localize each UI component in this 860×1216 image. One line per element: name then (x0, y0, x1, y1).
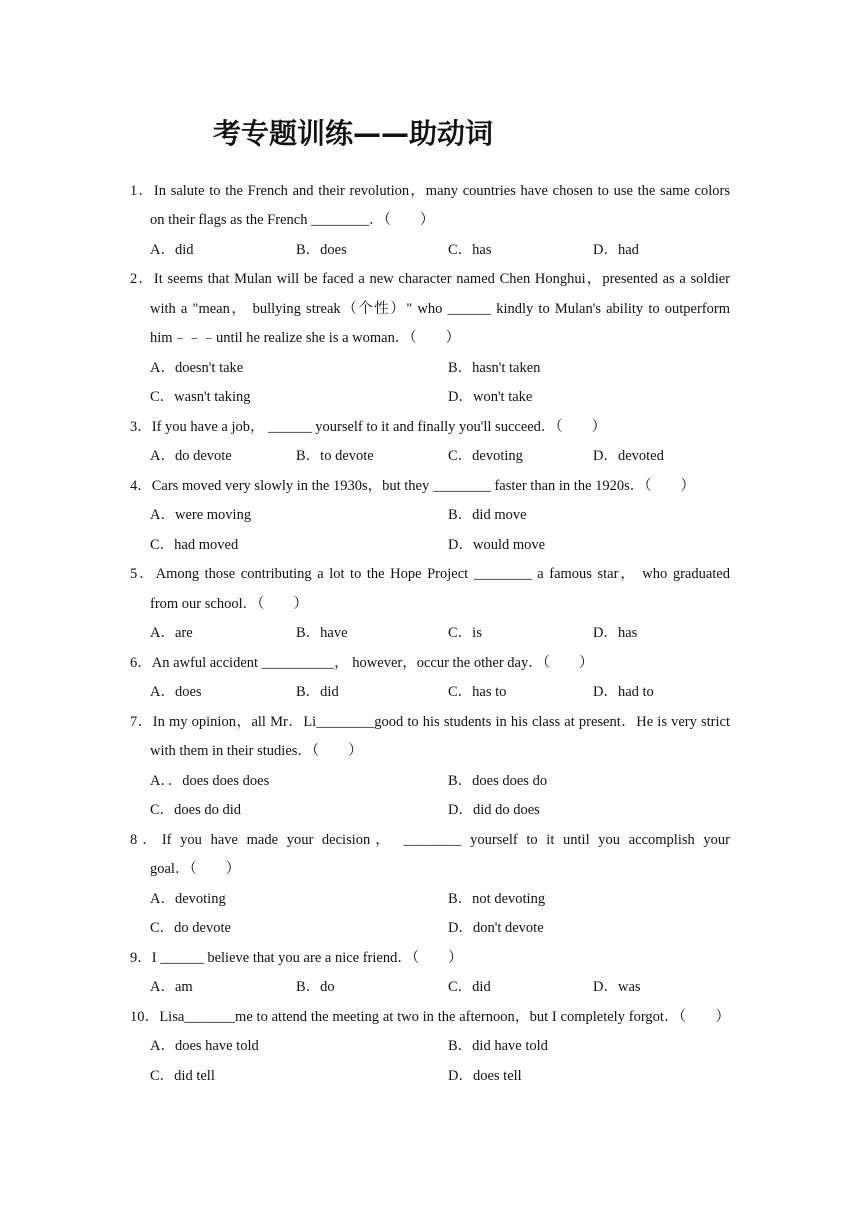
question-6-line-1: 6．An awful accident __________， however，occur the other day．（ ） (130, 655, 594, 671)
question-8-option-c: C．do devote (150, 920, 231, 936)
question-7-option-b: B．does does do (448, 773, 548, 789)
question-4-option-b: B．did move (448, 507, 527, 523)
question-1-line-1: 1．In salute to the French and their revolution，many countries have chosen to use the same colors (130, 183, 730, 199)
question-7-line-1: 7．In my opinion，all Mr．Li________good to his students in his class at present．He is very strict (130, 714, 730, 730)
question-1-option-d: D．had (593, 242, 639, 258)
question-2-option-c: C．wasn't taking (150, 389, 251, 405)
question-2-option-a: A．doesn't take (150, 360, 244, 376)
question-2-line-2: with a "mean， bullying streak（个性）" who ______ kindly to Mulan's ability to outperform (150, 301, 730, 317)
question-4-line-1: 4．Cars moved very slowly in the 1930s，but they ________ faster than in the 1920s．（ ） (130, 478, 696, 494)
question-1-option-a: A．did (150, 242, 194, 258)
question-1-option-c: C．has (448, 242, 492, 258)
question-9-option-c: C．did (448, 979, 491, 995)
question-6-option-d: D．had to (593, 684, 654, 700)
question-6-option-b: B．did (296, 684, 339, 700)
question-3-option-d: D．devoted (593, 448, 664, 464)
question-8-option-b: B．not devoting (448, 891, 546, 907)
question-2-option-d: D．won't take (448, 389, 533, 405)
question-10-option-b: B．did have told (448, 1038, 548, 1054)
question-9-option-b: B．do (296, 979, 335, 995)
question-4-option-c: C．had moved (150, 537, 239, 553)
question-5-option-a: A．are (150, 625, 193, 641)
question-8-option-d: D．don't devote (448, 920, 544, 936)
question-8-option-a: A．devoting (150, 891, 226, 907)
question-4-option-d: D．would move (448, 537, 546, 553)
question-3-option-c: C．devoting (448, 448, 523, 464)
question-10-option-a: A．does have told (150, 1038, 259, 1054)
question-10-option-d: D．does tell (448, 1068, 522, 1084)
question-9-option-a: A．am (150, 979, 193, 995)
question-8-line-1: 8．If you have made your decision， ________ yourself to it until you accomplish your (130, 832, 730, 848)
question-10-option-c: C．did tell (150, 1068, 215, 1084)
question-3-line-1: 3．If you have a job， ______ yourself to it and finally you'll succeed．（ ） (130, 419, 607, 435)
page-title: 考专题训练——助动词 (213, 117, 494, 150)
question-2-option-b: B．hasn't taken (448, 360, 541, 376)
question-9-option-d: D．was (593, 979, 641, 995)
question-6-option-c: C．has to (448, 684, 507, 700)
question-10-line-1: 10．Lisa_______me to attend the meeting at two in the afternoon，but I completely forgot．（ ） (130, 1009, 730, 1025)
question-7-option-c: C．does do did (150, 802, 242, 818)
question-8-line-2: goal．（ ） (150, 861, 241, 877)
question-2-line-1: 2．It seems that Mulan will be faced a new character named Chen Honghui，presented as a soldier (130, 271, 730, 287)
question-5-option-b: B．have (296, 625, 348, 641)
question-2-line-3: him﹣﹣﹣until he realize she is a woman．（ ） (150, 330, 461, 346)
question-7-line-2: with them in their studies．（ ） (150, 743, 363, 759)
question-6-option-a: A．does (150, 684, 202, 700)
question-1-line-2: on their flags as the French ________．（ ） (150, 212, 435, 228)
question-9-line-1: 9．I ______ believe that you are a nice friend．（ ） (130, 950, 463, 966)
question-5-line-1: 5．Among those contributing a lot to the Hope Project ________ a famous star， who graduated (130, 566, 730, 582)
question-7-option-d: D．did do does (448, 802, 540, 818)
question-1-option-b: B．does (296, 242, 347, 258)
question-4-option-a: A．were moving (150, 507, 252, 523)
question-7-option-a: A．．does does does (150, 773, 270, 789)
question-3-option-b: B．to devote (296, 448, 374, 464)
question-5-option-c: C．is (448, 625, 482, 641)
question-3-option-a: A．do devote (150, 448, 232, 464)
question-5-line-2: from our school．（ ） (150, 596, 308, 612)
question-5-option-d: D．has (593, 625, 638, 641)
